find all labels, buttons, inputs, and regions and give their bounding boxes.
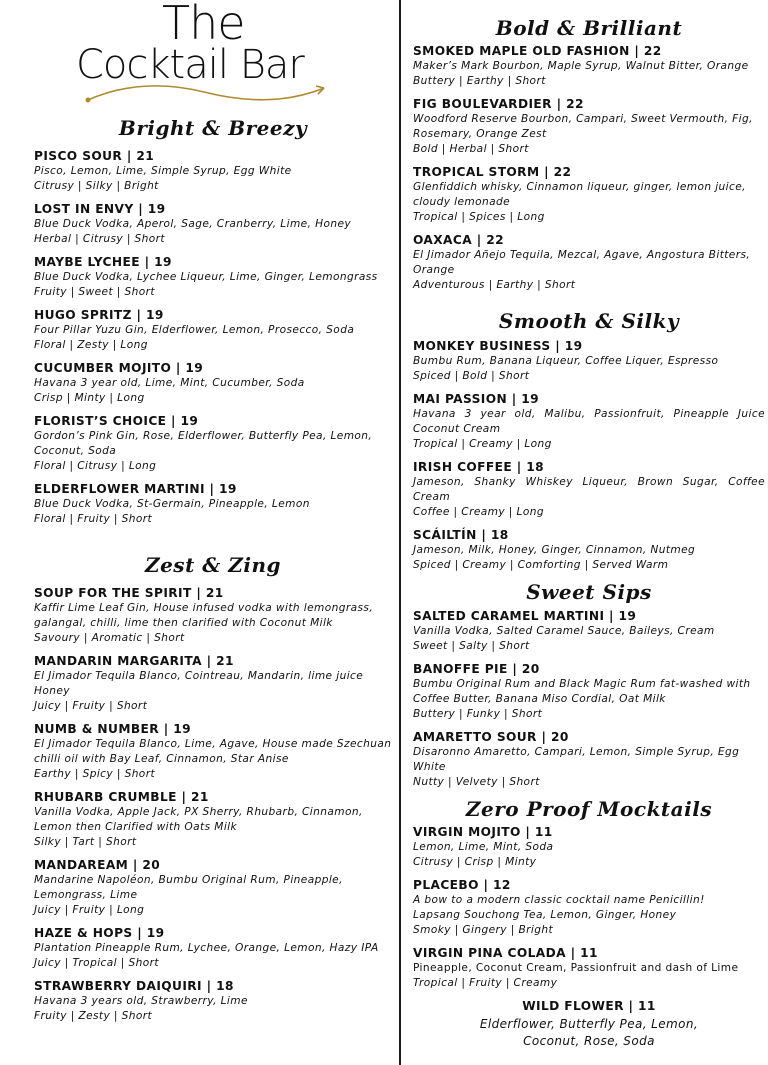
item-ingredients: Blue Duck Vodka, Aperol, Sage, Cranberry, Lime, Honey bbox=[34, 218, 352, 230]
logo-swoosh-icon bbox=[84, 74, 344, 106]
item-name: MAI PASSION | 19 bbox=[413, 392, 539, 406]
item-ingredients: Lemon, Lime, Mint, Soda bbox=[413, 841, 554, 853]
item-ingredients: Blue Duck Vodka, St-Germain, Pineapple, Lemon bbox=[34, 498, 310, 510]
item-name: NUMB & NUMBER | 19 bbox=[34, 722, 191, 736]
item-name: MONKEY BUSINESS | 19 bbox=[413, 339, 583, 353]
item-name: SALTED CARAMEL MARTINI | 19 bbox=[413, 609, 637, 623]
menu-item bbox=[413, 661, 765, 722]
item-name: RHUBARB CRUMBLE | 21 bbox=[34, 790, 209, 804]
item-name: SOUP FOR THE SPIRIT | 21 bbox=[34, 586, 224, 600]
menu-item bbox=[34, 148, 392, 194]
menu-item bbox=[413, 877, 765, 938]
section-title: Bright & Breezy bbox=[118, 116, 308, 140]
menu-item bbox=[413, 338, 765, 384]
menu-item bbox=[413, 459, 765, 520]
item-ingredients: El Jimador Añejo Tequila, Mezcal, Agave, Angostura Bitters, Orange bbox=[413, 249, 751, 276]
section-zero-proof bbox=[413, 797, 765, 1050]
item-ingredients: Blue Duck Vodka, Lychee Liqueur, Lime, Ginger, Lemongrass bbox=[34, 271, 378, 283]
item-name: MANDARIN MARGARITA | 21 bbox=[34, 654, 234, 668]
item-tags: Tropical | Fruity | Creamy bbox=[413, 977, 558, 989]
menu-item bbox=[34, 585, 392, 646]
item-tags: Citrusy | Crisp | Minty bbox=[413, 856, 537, 868]
item-tags: Silky | Tart | Short bbox=[34, 836, 137, 848]
menu-item bbox=[413, 164, 765, 225]
item-ingredients: El Jimador Tequila Blanco, Cointreau, Mandarin, lime juice Honey bbox=[34, 670, 364, 697]
item-ingredients: Gordon’s Pink Gin, Rose, Elderflower, Butterfly Pea, Lemon, Coconut, Soda bbox=[34, 430, 373, 457]
item-tags: Nutty | Velvety | Short bbox=[413, 776, 540, 788]
item-tags: Sweet | Salty | Short bbox=[413, 640, 530, 652]
section-title: Smooth & Silky bbox=[498, 309, 680, 333]
menu-item bbox=[34, 413, 392, 474]
menu-item bbox=[413, 824, 765, 870]
item-tags: Smoky | Gingery | Bright bbox=[413, 924, 554, 936]
item-ingredients: Maker’s Mark Bourbon, Maple Syrup, Walnut Bitter, Orange bbox=[413, 60, 749, 72]
item-name: TROPICAL STORM | 22 bbox=[413, 165, 572, 179]
section-title: Zero Proof Mocktails bbox=[465, 797, 713, 821]
item-name: STRAWBERRY DAIQUIRI | 18 bbox=[34, 979, 234, 993]
item-tags: Crisp | Minty | Long bbox=[34, 392, 145, 404]
item-ingredients: Elderflower, Butterfly Pea, Lemon, Coconut, Rose, Soda bbox=[479, 1017, 699, 1048]
menu-item bbox=[413, 729, 765, 790]
menu-item bbox=[413, 43, 765, 89]
item-tags: Floral | Fruity | Short bbox=[34, 513, 153, 525]
menu-item bbox=[34, 254, 392, 300]
item-tags: Floral | Zesty | Long bbox=[34, 339, 148, 351]
logo bbox=[76, 0, 376, 112]
item-tags: Fruity | Zesty | Short bbox=[34, 1010, 153, 1022]
item-name: BANOFFE PIE | 20 bbox=[413, 662, 540, 676]
item-ingredients: Jameson, Shanky Whiskey Liqueur, Brown Sugar, Coffee Cream bbox=[413, 476, 765, 503]
item-tags: Herbal | Citrusy | Short bbox=[34, 233, 165, 245]
menu-item bbox=[34, 925, 392, 971]
menu-item bbox=[34, 857, 392, 918]
section-bold-brilliant bbox=[413, 16, 765, 293]
menu-item bbox=[413, 232, 765, 293]
item-ingredients: Glenfiddich whisky, Cinnamon liqueur, ginger, lemon juice, cloudy lemonade bbox=[413, 181, 746, 208]
item-tags: Buttery | Earthy | Short bbox=[413, 75, 546, 87]
item-name: MAYBE LYCHEE | 19 bbox=[34, 255, 172, 269]
menu-item bbox=[413, 608, 765, 654]
item-ingredients: Bumbu Rum, Banana Liqueur, Coffee Liquer, Espresso bbox=[413, 355, 719, 367]
item-tags: Spiced | Bold | Short bbox=[413, 370, 530, 382]
item-name: WILD FLOWER | 11 bbox=[522, 999, 656, 1013]
menu-item bbox=[34, 721, 392, 782]
menu-item bbox=[34, 360, 392, 406]
menu-item bbox=[413, 527, 765, 573]
item-name: PLACEBO | 12 bbox=[413, 878, 511, 892]
item-ingredients: Four Pillar Yuzu Gin, Elderflower, Lemon, Prosecco, Soda bbox=[34, 324, 355, 336]
section-zest-zing bbox=[34, 553, 392, 1024]
item-name: HAZE & HOPS | 19 bbox=[34, 926, 165, 940]
menu-item bbox=[413, 391, 765, 452]
section-smooth-silky bbox=[413, 309, 765, 573]
menu-item bbox=[34, 789, 392, 850]
section-title: Sweet Sips bbox=[526, 580, 652, 604]
item-name: ELDERFLOWER MARTINI | 19 bbox=[34, 482, 237, 496]
item-tags: Adventurous | Earthy | Short bbox=[413, 279, 576, 291]
menu-item bbox=[34, 481, 392, 527]
item-ingredients: Woodford Reserve Bourbon, Campari, Sweet Vermouth, Fig, Rosemary, Orange Zest bbox=[413, 113, 753, 140]
item-name: MANDAREAM | 20 bbox=[34, 858, 161, 872]
item-ingredients: Jameson, Milk, Honey, Ginger, Cinnamon, Nutmeg bbox=[413, 544, 696, 556]
item-tags: Citrusy | Silky | Bright bbox=[34, 180, 159, 192]
item-tags: Tropical | Creamy | Long bbox=[413, 438, 552, 450]
item-name: OAXACA | 22 bbox=[413, 233, 504, 247]
right-column bbox=[413, 0, 765, 1057]
item-ingredients: Lapsang Souchong Tea, Lemon, Ginger, Honey bbox=[413, 909, 677, 921]
menu-item bbox=[413, 998, 765, 1050]
item-name: CUCUMBER MOJITO | 19 bbox=[34, 361, 204, 375]
left-column bbox=[34, 0, 392, 1031]
item-ingredients: Kaffir Lime Leaf Gin, House infused vodka with lemongrass, galangal, chilli, lime then clarified with Coconut Milk bbox=[34, 602, 374, 629]
menu-item bbox=[413, 96, 765, 157]
item-ingredients: Pineapple, Coconut Cream, Passionfruit and dash of Lime bbox=[413, 962, 739, 974]
item-tags: Juicy | Fruity | Long bbox=[34, 904, 145, 916]
item-name: SCÁILTÍN | 18 bbox=[413, 528, 509, 542]
menu-item bbox=[34, 653, 392, 714]
item-ingredients: Havana 3 year old, Malibu, Passionfruit, Pineapple Juice Coconut Cream bbox=[413, 408, 765, 435]
menu-item bbox=[413, 945, 765, 991]
item-ingredients: El Jimador Tequila Blanco, Lime, Agave, House made Szechuan chilli oil with Bay Leaf, Cinnamon, Star Anise bbox=[34, 738, 392, 765]
logo-line-2: Cocktail Bar bbox=[76, 42, 304, 88]
item-ingredients: Havana 3 years old, Strawberry, Lime bbox=[34, 995, 248, 1007]
item-note: A bow to a modern classic cocktail name Penicillin! bbox=[413, 894, 705, 906]
section-title: Bold & Brilliant bbox=[495, 16, 683, 40]
item-tags: Buttery | Funky | Short bbox=[413, 708, 543, 720]
item-name: IRISH COFFEE | 18 bbox=[413, 460, 544, 474]
item-tags: Earthy | Spicy | Short bbox=[34, 768, 156, 780]
item-tags: Tropical | Spices | Long bbox=[413, 211, 545, 223]
item-tags: Juicy | Fruity | Short bbox=[34, 700, 148, 712]
item-name: PISCO SOUR | 21 bbox=[34, 149, 155, 163]
item-name: AMARETTO SOUR | 20 bbox=[413, 730, 569, 744]
item-name: SMOKED MAPLE OLD FASHION | 22 bbox=[413, 44, 662, 58]
item-tags: Coffee | Creamy | Long bbox=[413, 506, 544, 518]
item-ingredients: Bumbu Original Rum and Black Magic Rum fat-washed with Coffee Butter, Banana Miso Cordial, Oat Milk bbox=[413, 678, 751, 705]
item-name: VIRGIN PINA COLADA | 11 bbox=[413, 946, 598, 960]
item-name: LOST IN ENVY | 19 bbox=[34, 202, 166, 216]
item-ingredients: Mandarine Napoléon, Bumbu Original Rum, Pineapple, Lemongrass, Lime bbox=[34, 874, 343, 901]
item-ingredients: Disaronno Amaretto, Campari, Lemon, Simple Syrup, Egg White bbox=[413, 746, 740, 773]
item-ingredients: Vanilla Vodka, Apple Jack, PX Sherry, Rhubarb, Cinnamon, Lemon then Clarified with Oats Milk bbox=[34, 806, 363, 833]
menu-item bbox=[34, 978, 392, 1024]
item-tags: Juicy | Tropical | Short bbox=[34, 957, 159, 969]
item-name: VIRGIN MOJITO | 11 bbox=[413, 825, 553, 839]
item-ingredients: Pisco, Lemon, Lime, Simple Syrup, Egg White bbox=[34, 165, 292, 177]
item-tags: Savoury | Aromatic | Short bbox=[34, 632, 185, 644]
menu-item bbox=[34, 307, 392, 353]
item-name: FLORIST’S CHOICE | 19 bbox=[34, 414, 199, 428]
item-name: FIG BOULEVARDIER | 22 bbox=[413, 97, 584, 111]
item-ingredients: Plantation Pineapple Rum, Lychee, Orange, Lemon, Hazy IPA bbox=[34, 942, 379, 954]
item-tags: Spiced | Creamy | Comforting | Served Warm bbox=[413, 559, 669, 571]
menu-item bbox=[34, 201, 392, 247]
item-tags: Floral | Citrusy | Long bbox=[34, 460, 157, 472]
logo-line-1: The bbox=[162, 0, 245, 50]
item-tags: Fruity | Sweet | Short bbox=[34, 286, 155, 298]
item-name: HUGO SPRITZ | 19 bbox=[34, 308, 164, 322]
section-title: Zest & Zing bbox=[144, 553, 282, 577]
section-sweet-sips bbox=[413, 580, 765, 790]
item-ingredients: Vanilla Vodka, Salted Caramel Sauce, Baileys, Cream bbox=[413, 625, 715, 637]
item-tags: Bold | Herbal | Short bbox=[413, 143, 529, 155]
item-ingredients: Havana 3 year old, Lime, Mint, Cucumber, Soda bbox=[34, 377, 305, 389]
column-divider bbox=[399, 0, 401, 1065]
section-bright-breezy bbox=[34, 116, 392, 527]
